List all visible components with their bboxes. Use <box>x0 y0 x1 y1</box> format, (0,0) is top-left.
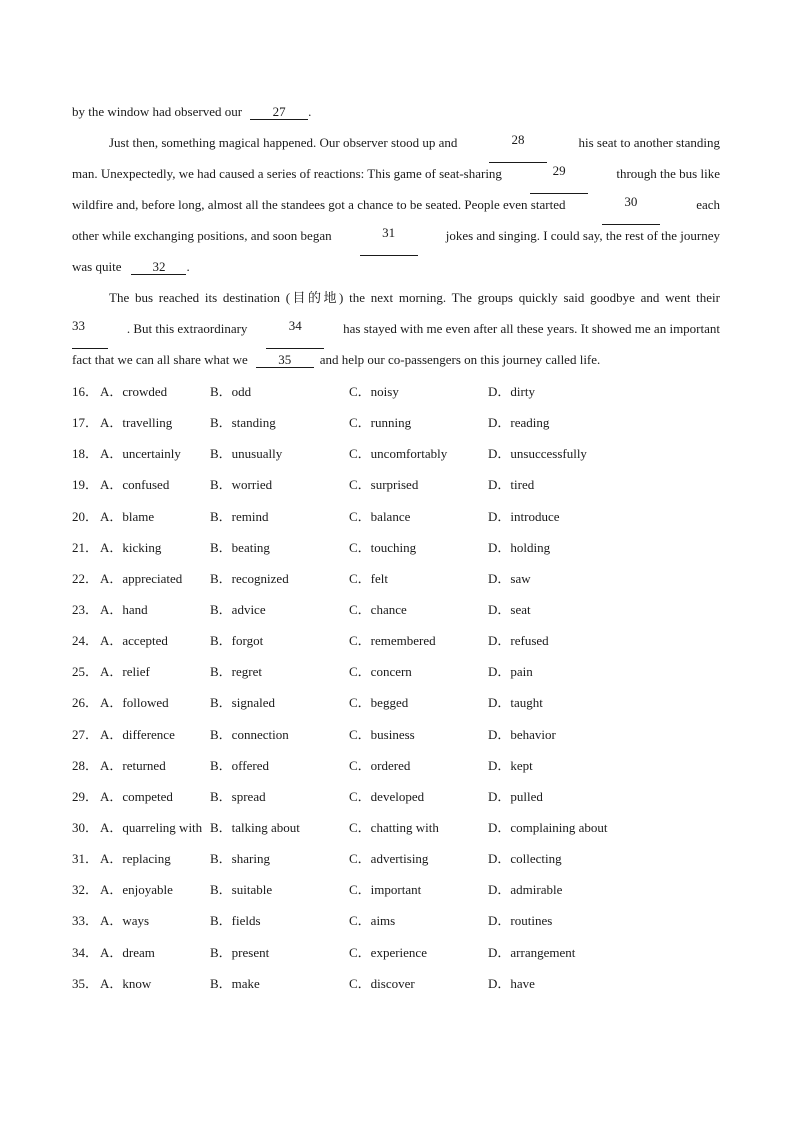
question-row <box>72 879 732 910</box>
option-b: B．signaled <box>210 695 275 711</box>
option-c: C．concern <box>349 664 412 680</box>
option-c: C．uncomfortably <box>349 446 448 462</box>
question-number: 21． <box>72 539 99 555</box>
option-b: B．connection <box>210 726 289 742</box>
question-row <box>72 568 732 599</box>
option-d: D．reading <box>488 415 550 431</box>
question-number: 31． <box>72 851 99 867</box>
option-b: B．sharing <box>210 851 270 867</box>
option-a: A．enjoyable <box>100 882 173 898</box>
option-b: B．beating <box>210 539 270 555</box>
option-a: A．ways <box>100 913 150 929</box>
option-c: C．balance <box>349 508 411 524</box>
option-b: B．suitable <box>210 882 273 898</box>
option-c: C．touching <box>349 539 417 555</box>
option-b: B．spread <box>210 788 266 804</box>
passage-text: was quite <box>72 259 122 274</box>
passage-text: man. Unexpectedly, we had caused a series of reactions: This game of seat-sharing <box>72 166 502 181</box>
passage-text: jokes and singing. I could say, the rest of the journey <box>445 228 720 243</box>
option-a: A．know <box>100 975 152 991</box>
question-row <box>72 724 732 755</box>
option-d: D．pulled <box>488 788 543 804</box>
question-row <box>72 973 732 1004</box>
answer-blank: 28 <box>489 132 547 163</box>
question-row <box>72 942 732 973</box>
passage-text: through the bus like <box>616 166 720 181</box>
option-d: D．introduce <box>488 508 560 524</box>
passage-line <box>72 132 720 163</box>
option-b: B．recognized <box>210 570 289 586</box>
passage-text: . <box>186 259 190 274</box>
option-d: D．complaining about <box>488 819 608 835</box>
option-d: D．holding <box>488 539 551 555</box>
answer-blank: 31 <box>360 225 418 256</box>
option-c: C．discover <box>349 975 415 991</box>
option-b: B．standing <box>210 415 276 431</box>
option-a: A．replacing <box>100 851 171 867</box>
passage-line <box>72 256 720 287</box>
option-b: B．talking about <box>210 819 300 835</box>
question-row <box>72 630 732 661</box>
option-a: A．difference <box>100 726 175 742</box>
option-b: B．make <box>210 975 260 991</box>
option-a: A．competed <box>100 788 173 804</box>
option-d: D．seat <box>488 601 531 617</box>
question-number: 32． <box>72 882 99 898</box>
option-d: D．behavior <box>488 726 556 742</box>
option-d: D．admirable <box>488 882 563 898</box>
passage <box>72 101 720 380</box>
question-number: 30． <box>72 819 99 835</box>
option-c: C．chance <box>349 601 407 617</box>
option-a: A．blame <box>100 508 155 524</box>
option-b: B．odd <box>210 384 252 399</box>
question-row <box>72 817 732 848</box>
passage-line <box>72 318 720 349</box>
passage-line <box>72 101 720 132</box>
passage-line <box>72 225 720 256</box>
option-d: D．taught <box>488 695 543 711</box>
passage-text: Just then, something magical happened. Our observer stood up and <box>109 135 458 150</box>
answer-blank: 34 <box>266 318 324 349</box>
answer-blank: 29 <box>530 163 588 194</box>
question-row <box>72 381 732 412</box>
option-a: A．followed <box>100 695 169 711</box>
option-a: A．accepted <box>100 633 168 649</box>
option-c: C．business <box>349 726 415 742</box>
question-number: 26． <box>72 695 99 711</box>
answer-blank: 33 <box>72 318 108 349</box>
option-a: A．appreciated <box>100 570 183 586</box>
options-list <box>72 381 732 1004</box>
option-a: A．uncertainly <box>100 446 181 462</box>
answer-blank: 32 <box>131 256 186 287</box>
option-c: C．developed <box>349 788 425 804</box>
question-number: 16． <box>72 384 99 399</box>
option-d: D．refused <box>488 633 549 649</box>
question-row <box>72 786 732 817</box>
answer-blank: 30 <box>602 194 660 225</box>
option-d: D．have <box>488 975 535 991</box>
question-row <box>72 474 732 505</box>
passage-text: each <box>696 197 720 212</box>
question-number: 17． <box>72 415 99 431</box>
passage-line <box>72 349 720 380</box>
option-c: C．important <box>349 882 422 898</box>
question-number: 29． <box>72 788 99 804</box>
passage-text: . But this extraordinary <box>126 321 248 336</box>
option-d: D．dirty <box>488 384 535 399</box>
question-row <box>72 412 732 443</box>
passage-text: fact that we can all share what we <box>72 352 248 367</box>
option-c: C．surprised <box>349 477 419 493</box>
option-c: C．chatting with <box>349 819 439 835</box>
passage-text: by the window had observed our <box>72 104 243 119</box>
option-c: C．advertising <box>349 851 429 867</box>
option-b: B．present <box>210 944 270 960</box>
option-d: D．saw <box>488 570 531 586</box>
option-a: A．returned <box>100 757 166 773</box>
question-row <box>72 692 732 723</box>
option-b: B．advice <box>210 601 266 617</box>
option-c: C．felt <box>349 570 388 586</box>
option-a: A．crowded <box>100 384 168 399</box>
option-a: A．travelling <box>100 415 173 431</box>
passage-text: wildfire and, before long, almost all the standees got a chance to be seated. People even started <box>72 197 566 212</box>
option-c: C．remembered <box>349 633 436 649</box>
question-number: 27． <box>72 726 99 742</box>
option-d: D．pain <box>488 664 533 680</box>
question-number: 22． <box>72 570 99 586</box>
question-row <box>72 599 732 630</box>
question-number: 28． <box>72 757 99 773</box>
option-c: C．running <box>349 415 412 431</box>
option-c: C．noisy <box>349 384 399 399</box>
option-b: B．worried <box>210 477 273 493</box>
answer-blank: 27 <box>250 101 308 132</box>
question-number: 35． <box>72 975 99 991</box>
option-a: A．dream <box>100 944 155 960</box>
option-d: D．tired <box>488 477 535 493</box>
option-a: A．kicking <box>100 539 162 555</box>
option-b: B．regret <box>210 664 262 680</box>
question-number: 23． <box>72 601 99 617</box>
option-c: C．experience <box>349 944 427 960</box>
option-a: A．hand <box>100 601 148 617</box>
option-b: B．unusually <box>210 446 283 462</box>
question-row <box>72 661 732 692</box>
question-row <box>72 755 732 786</box>
question-row <box>72 506 732 537</box>
option-d: D．routines <box>488 913 553 929</box>
question-row <box>72 848 732 879</box>
passage-text: other while exchanging positions, and soon began <box>72 228 332 243</box>
passage-text: and help our co-passengers on this journey called life. <box>319 352 601 367</box>
question-number: 33． <box>72 913 99 929</box>
question-row <box>72 443 732 474</box>
passage-line <box>72 194 720 225</box>
passage-text: his seat to another standing <box>578 135 720 150</box>
question-number: 25． <box>72 664 99 680</box>
passage-text: . <box>308 104 312 119</box>
passage-line <box>72 163 720 194</box>
option-d: D．kept <box>488 757 533 773</box>
question-number: 24． <box>72 633 99 649</box>
option-d: D．unsuccessfully <box>488 446 587 462</box>
option-b: B．forgot <box>210 633 264 649</box>
option-b: B．offered <box>210 757 269 773</box>
option-c: C．begged <box>349 695 409 711</box>
question-number: 18． <box>72 446 99 462</box>
question-number: 20． <box>72 508 99 524</box>
option-b: B．fields <box>210 913 261 929</box>
option-a: A．confused <box>100 477 170 493</box>
passage-text: The bus reached its destination (目的地) the next morning. The groups quickly said goodbye and went their <box>109 290 720 305</box>
question-number: 34． <box>72 944 99 960</box>
option-a: A．quarreling with <box>100 819 203 835</box>
option-c: C．aims <box>349 913 396 929</box>
answer-blank: 35 <box>256 349 314 380</box>
option-d: D．arrangement <box>488 944 576 960</box>
option-b: B．remind <box>210 508 269 524</box>
question-number: 19． <box>72 477 99 493</box>
option-a: A．relief <box>100 664 150 680</box>
passage-line <box>72 287 720 318</box>
option-d: D．collecting <box>488 851 562 867</box>
passage-text: has stayed with me even after all these years. It showed me an important <box>343 321 720 336</box>
question-row <box>72 537 732 568</box>
option-c: C．ordered <box>349 757 411 773</box>
question-row <box>72 910 732 941</box>
